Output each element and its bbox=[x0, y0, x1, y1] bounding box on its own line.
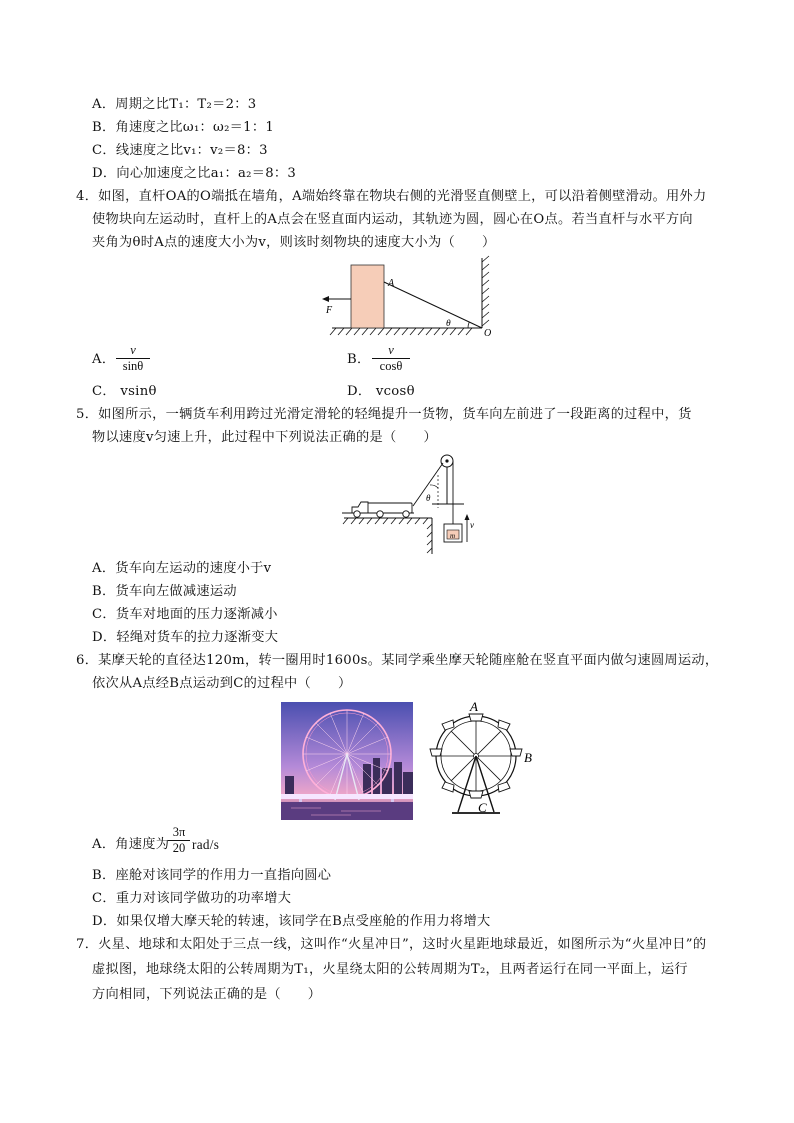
q4-stem-line3: 夹角为θ时A点的速度大小为v，则该时刻物块的速度大小为（ ） bbox=[92, 235, 496, 250]
q4-option-c: C． vsinθ bbox=[92, 384, 157, 399]
q5-stem-line2: 物以速度v匀速上升，此过程中下列说法正确的是（ ） bbox=[92, 430, 437, 445]
rod-oa bbox=[384, 282, 482, 328]
label-b: B bbox=[524, 750, 532, 765]
q4-option-b-label: B． bbox=[347, 352, 371, 367]
ferris-wheel-diagram bbox=[424, 700, 544, 820]
q6-option-b: B．座舱对该同学的作用力一直指向圆心 bbox=[92, 868, 332, 883]
q7-stem-line3: 方向相同，下列说法正确的是（ ） bbox=[92, 987, 322, 1002]
label-c: C bbox=[478, 800, 487, 815]
q3-option-b: B．角速度之比ω₁：ω₂＝1：1 bbox=[92, 120, 275, 135]
q5-option-b: B．货车向左做减速运动 bbox=[92, 584, 237, 599]
label-a: A bbox=[388, 278, 395, 289]
label-m: m bbox=[450, 532, 456, 540]
q5-option-a: A．货车向左运动的速度小于v bbox=[92, 561, 272, 576]
q5-option-c: C．货车对地面的压力逐渐减小 bbox=[92, 607, 278, 622]
q4-option-d: D． vcosθ bbox=[347, 384, 415, 399]
label-f: F bbox=[326, 305, 333, 316]
q6-stem-line2: 依次从A点经B点运动到C的过程中（ ） bbox=[92, 676, 352, 691]
q7-stem-line2: 虚拟图，地球绕太阳的公转周期为T₁，火星绕太阳的公转周期为T₂，且两者运行在同一平面上，运行 bbox=[92, 962, 688, 977]
q4-option-b-numerator: v bbox=[372, 343, 410, 359]
q3-option-d: D．向心加速度之比a₁：a₂＝8：3 bbox=[92, 166, 297, 181]
q6-option-a-label: A．角速度为 bbox=[92, 837, 170, 852]
q5-option-d: D．轻绳对货车的拉力逐渐变大 bbox=[92, 630, 279, 645]
q4-option-a-fraction bbox=[116, 343, 150, 374]
truck bbox=[342, 502, 414, 517]
label-o: O bbox=[484, 328, 492, 339]
q5-stem-line1: 5．如图所示，一辆货车利用跨过光滑定滑轮的轻绳提升一货物，货车向左前进了一段距离的过程中，货 bbox=[76, 407, 692, 422]
q4-option-a-numerator: v bbox=[116, 343, 150, 359]
q4-stem-line2: 使物块向左运动时，直杆上的A点会在竖直面内运动，其轨迹为圆，圆心在O点。若当直杆与水平方向 bbox=[92, 212, 693, 227]
q6-option-d: D．如果仅增大摩天轮的转速，该同学在B点受座舱的作用力将增大 bbox=[92, 914, 491, 929]
q6-option-c: C．重力对该同学做功的功率增大 bbox=[92, 891, 292, 906]
q6-option-a-denominator: 20 bbox=[172, 841, 186, 855]
q4-option-b-denominator: cosθ bbox=[379, 359, 403, 373]
label-v: v bbox=[470, 520, 474, 530]
q4-option-a-denominator: sinθ bbox=[122, 359, 144, 373]
ferris-wheel-photo bbox=[281, 702, 413, 820]
q4-option-b-fraction bbox=[372, 343, 410, 374]
q6-option-a-fraction bbox=[168, 825, 190, 856]
q6-stem-line1: 6．某摩天轮的直径达120m，转一圈用时1600s。某同学乘坐摩天轮随座舱在竖直平面内做匀速圆周运动， bbox=[76, 653, 719, 668]
q4-figure bbox=[318, 252, 498, 342]
block bbox=[351, 265, 384, 328]
q4-stem-line1: 4．如图，直杆OA的O端抵在墙角，A端始终靠在物块右侧的光滑竖直侧壁上，可以沿着侧壁滑动。用外力 bbox=[76, 189, 707, 204]
q6-option-a-unit: rad/s bbox=[192, 837, 220, 852]
q4-option-a-label: A． bbox=[92, 352, 116, 367]
label-theta: θ bbox=[446, 319, 451, 329]
q7-stem-line1: 7．火星、地球和太阳处于三点一线，这叫作“火星冲日”，这时火星距地球最近，如图所示为“火星冲日”的 bbox=[76, 937, 707, 952]
q6-option-a-numerator: 3π bbox=[168, 825, 190, 841]
q3-option-a: A．周期之比T₁：T₂＝2：3 bbox=[92, 97, 257, 112]
q3-option-c: C．线速度之比v₁：v₂＝8：3 bbox=[92, 143, 268, 158]
label-theta: θ bbox=[426, 493, 431, 503]
label-a: A bbox=[470, 699, 478, 714]
q5-figure bbox=[334, 448, 484, 556]
